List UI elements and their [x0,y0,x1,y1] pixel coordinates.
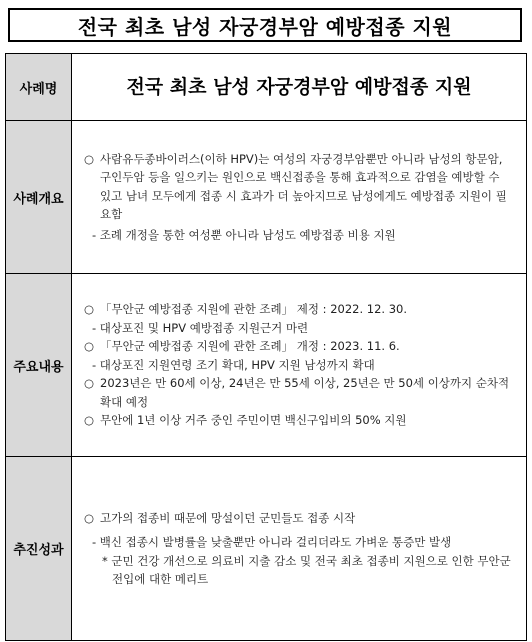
circle-bullet-icon: ○ [84,302,95,317]
circle-bullet-icon: ○ [84,413,95,428]
overview-body [72,121,527,274]
circle-bullet-icon: ○ [84,510,95,525]
result-note: * 군민 건강 개선으로 의료비 지출 감소 및 전국 최초 접종비 지원으로 인한 무안군 전입에 대한 메리트 [102,553,511,586]
circle-bullet-icon: ○ [84,339,95,354]
case-name-value: 전국 최초 남성 자궁경부암 예방접종 지원 [72,54,527,121]
result-row [6,457,527,641]
content-item [84,300,514,319]
content-item-text: 무안에 1년 이상 거주 중인 주민이면 백신구입비의 50% 지원 [100,413,407,428]
overview-point-text: 사람유두종바이러스(이하 HPV)는 여성의 자궁경부암뿐만 아니라 남성의 항문암, 구인두암 등을 일으키는 원인으로 백신접종을 통해 효과적으로 감염을 예방할 수 있고 남녀 모두에게 접종 시 효과가 더 높아지므로 남성에게도 예방접종 지원이 필요함 [100,151,507,222]
content-item-text: 「무안군 예방접종 지원에 관한 조례」 개정 : 2023. 11. 6. [100,339,400,354]
content-item [84,411,514,430]
document-title: 전국 최초 남성 자궁경부암 예방접종 지원 [77,14,453,39]
result-sub-point: - 백신 접종시 발병률을 낮출뿐만 아니라 걸리더라도 가벼운 통증만 발생 [92,535,452,549]
content-sub-item: - 대상포진 및 HPV 예방접종 지원근거 마련 [92,320,309,335]
result-point-text: 고가의 접종비 때문에 망설이던 군민들도 접종 시작 [100,510,356,525]
overview-row [6,121,527,274]
content-header: 주요내용 [6,274,72,457]
case-name-row [6,54,527,121]
content-item-text: 2023년은 만 60세 이상, 24년은 만 55세 이상, 25년은 만 50세 이상까지 순차적 확대 예정 [100,376,510,409]
case-name-header: 사례명 [6,54,72,121]
content-row [6,274,527,457]
overview-header: 사례개요 [6,121,72,274]
result-header: 추진성과 [6,457,72,641]
overview-point [84,150,514,224]
case-table [5,53,527,641]
content-item [84,374,514,411]
document-title-box [8,8,522,42]
content-sub-item: - 대상포진 지원연령 조기 확대, HPV 지원 남성까지 확대 [92,357,375,372]
circle-bullet-icon: ○ [84,151,95,166]
circle-bullet-icon: ○ [84,376,95,391]
content-item [84,337,514,356]
content-item-text: 「무안군 예방접종 지원에 관한 조례」 제정 : 2022. 12. 30. [100,302,408,317]
overview-sub-point: - 조례 개정을 통한 여성뿐 아니라 남성도 예방접종 비용 지원 [92,227,396,242]
result-point [84,509,514,528]
result-body [72,457,527,641]
content-body [72,274,527,457]
